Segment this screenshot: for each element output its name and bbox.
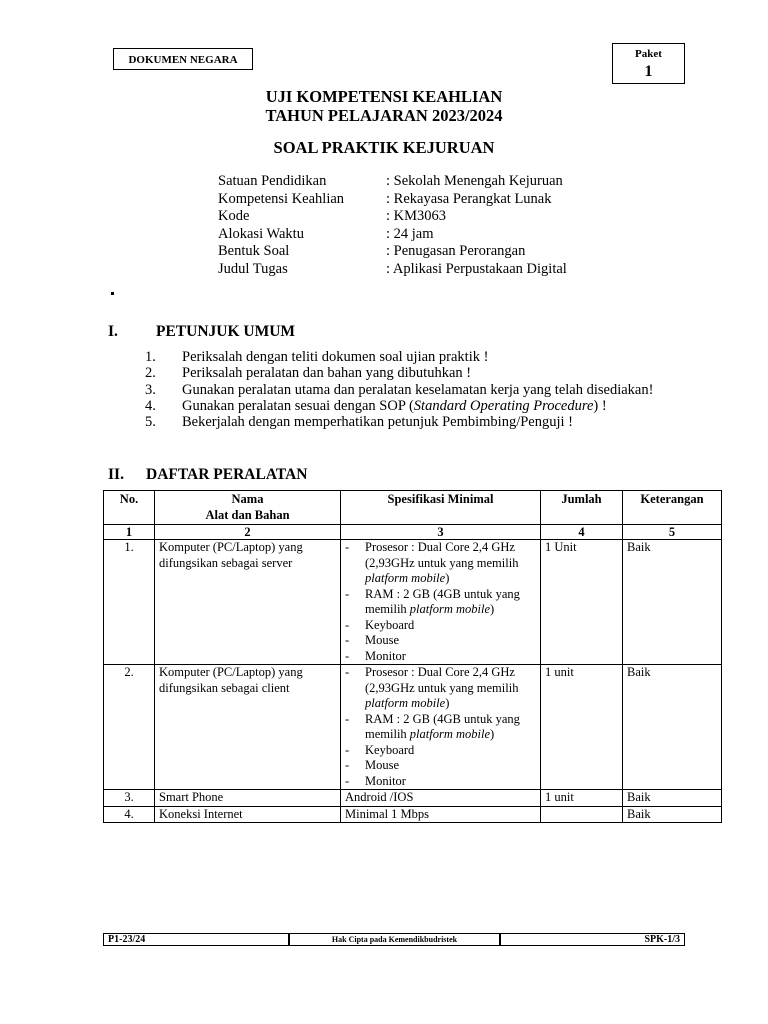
info-key: Satuan Pendidikan xyxy=(218,173,327,189)
row-quantity: 1 unit xyxy=(541,665,623,790)
info-value: : Aplikasi Perpustakaan Digital xyxy=(386,260,567,277)
list-item xyxy=(145,382,675,398)
info-row xyxy=(218,261,567,279)
row-condition: Baik xyxy=(623,540,722,665)
row-spec: - Prosesor : Dual Core 2,4 GHz (2,93GHz untuk yang memilih platform mobile) - RAM : 2 GB (4GB untuk yang memilih platform mobile) - Keyboard - Mouse - Monitor xyxy=(341,665,541,790)
column-number: 3 xyxy=(341,525,541,540)
section2-number: II. xyxy=(108,466,124,483)
info-key: Kompetensi Keahlian xyxy=(218,190,345,207)
bullet-marker xyxy=(111,292,114,295)
table-header-row xyxy=(104,491,722,525)
row-quantity: 1 Unit xyxy=(541,540,623,665)
header-nama: Nama Alat dan Bahan xyxy=(155,491,341,525)
column-number: 1 xyxy=(104,525,155,540)
footer-page-id: SPK-1/3 xyxy=(500,933,685,946)
row-item-name: Smart Phone xyxy=(155,790,341,807)
info-key: Judul Tugas xyxy=(218,260,288,277)
row-condition: Baik xyxy=(623,665,722,790)
section1-number: I. xyxy=(108,323,118,340)
row-quantity: 1 unit xyxy=(541,790,623,807)
info-row xyxy=(218,191,567,209)
package-label: Paket xyxy=(635,48,662,60)
row-number: 1. xyxy=(104,540,155,665)
footer-code: P1-23/24 xyxy=(103,933,289,946)
document-classification-label: DOKUMEN NEGARA xyxy=(113,48,253,70)
table-row xyxy=(104,540,722,665)
table-row xyxy=(104,790,722,807)
info-value: : Rekayasa Perangkat Lunak xyxy=(386,190,552,207)
row-number: 4. xyxy=(104,806,155,823)
column-number: 5 xyxy=(623,525,722,540)
info-value: : Sekolah Menengah Kejuruan xyxy=(386,173,563,189)
column-number: 2 xyxy=(155,525,341,540)
info-row xyxy=(218,208,567,226)
list-number: 2. xyxy=(145,365,156,382)
info-key: Alokasi Waktu xyxy=(218,225,304,242)
row-item-name: Koneksi Internet xyxy=(155,806,341,823)
row-condition: Baik xyxy=(623,806,722,823)
exam-info-block xyxy=(218,173,567,278)
list-text: Gunakan peralatan sesuai dengan SOP (Standard Operating Procedure) ! xyxy=(182,397,607,414)
header-jumlah: Jumlah xyxy=(541,491,623,525)
info-row xyxy=(218,173,567,191)
footer-copyright: Hak Cipta pada Kemendikbudristek xyxy=(289,933,500,946)
row-quantity xyxy=(541,806,623,823)
header-no: No. xyxy=(104,491,155,525)
table-row xyxy=(104,806,722,823)
header-spec: Spesifikasi Minimal xyxy=(341,491,541,525)
info-key: Bentuk Soal xyxy=(218,243,290,259)
list-text: Gunakan peralatan utama dan peralatan keselamatan kerja yang telah disediakan! xyxy=(182,381,654,398)
row-spec: - Prosesor : Dual Core 2,4 GHz (2,93GHz untuk yang memilih platform mobile) - RAM : 2 GB (4GB untuk yang memilih platform mobile) - Keyboard - Mouse - Monitor xyxy=(341,540,541,665)
list-number: 3. xyxy=(145,381,156,398)
page-footer xyxy=(103,933,685,948)
academic-year-title: TAHUN PELAJARAN 2023/2024 xyxy=(265,106,503,125)
row-number: 2. xyxy=(104,665,155,790)
equipment-table xyxy=(103,490,722,823)
list-item xyxy=(145,398,675,414)
section1-title: PETUNJUK UMUM xyxy=(156,323,296,340)
info-value: : Penugasan Perorangan xyxy=(386,243,526,259)
list-text: Periksalah dengan teliti dokumen soal ujian praktik ! xyxy=(182,349,489,365)
info-value: : 24 jam xyxy=(386,225,434,242)
info-value: : KM3063 xyxy=(386,208,447,224)
list-number: 5. xyxy=(145,414,156,431)
row-number: 3. xyxy=(104,790,155,807)
info-key: Kode xyxy=(218,208,250,224)
package-number: 1 xyxy=(644,63,653,80)
column-number-row xyxy=(104,525,722,540)
package-box xyxy=(612,43,685,84)
list-number: 1. xyxy=(145,349,156,365)
instruction-list xyxy=(145,349,675,430)
row-item-name: Komputer (PC/Laptop) yang difungsikan sebagai client xyxy=(155,665,341,790)
info-row xyxy=(218,243,567,261)
table-row xyxy=(104,665,722,790)
list-text: Periksalah peralatan dan bahan yang dibutuhkan ! xyxy=(182,365,472,382)
list-item xyxy=(145,349,675,365)
row-item-name: Komputer (PC/Laptop) yang difungsikan sebagai server xyxy=(155,540,341,665)
row-condition: Baik xyxy=(623,790,722,807)
list-number: 4. xyxy=(145,397,156,414)
row-spec: Android /IOS xyxy=(341,790,541,807)
info-row xyxy=(218,226,567,244)
exam-title: UJI KOMPETENSI KEAHLIAN xyxy=(265,87,503,106)
section2-title: DAFTAR PERALATAN xyxy=(146,466,308,483)
list-item xyxy=(145,414,675,430)
list-item xyxy=(145,365,675,381)
column-number: 4 xyxy=(541,525,623,540)
row-spec: Minimal 1 Mbps xyxy=(341,806,541,823)
exam-subtitle: SOAL PRAKTIK KEJURUAN xyxy=(273,138,495,157)
header-keterangan: Keterangan xyxy=(623,491,722,525)
list-text: Bekerjalah dengan memperhatikan petunjuk Pembimbing/Penguji ! xyxy=(182,414,574,431)
